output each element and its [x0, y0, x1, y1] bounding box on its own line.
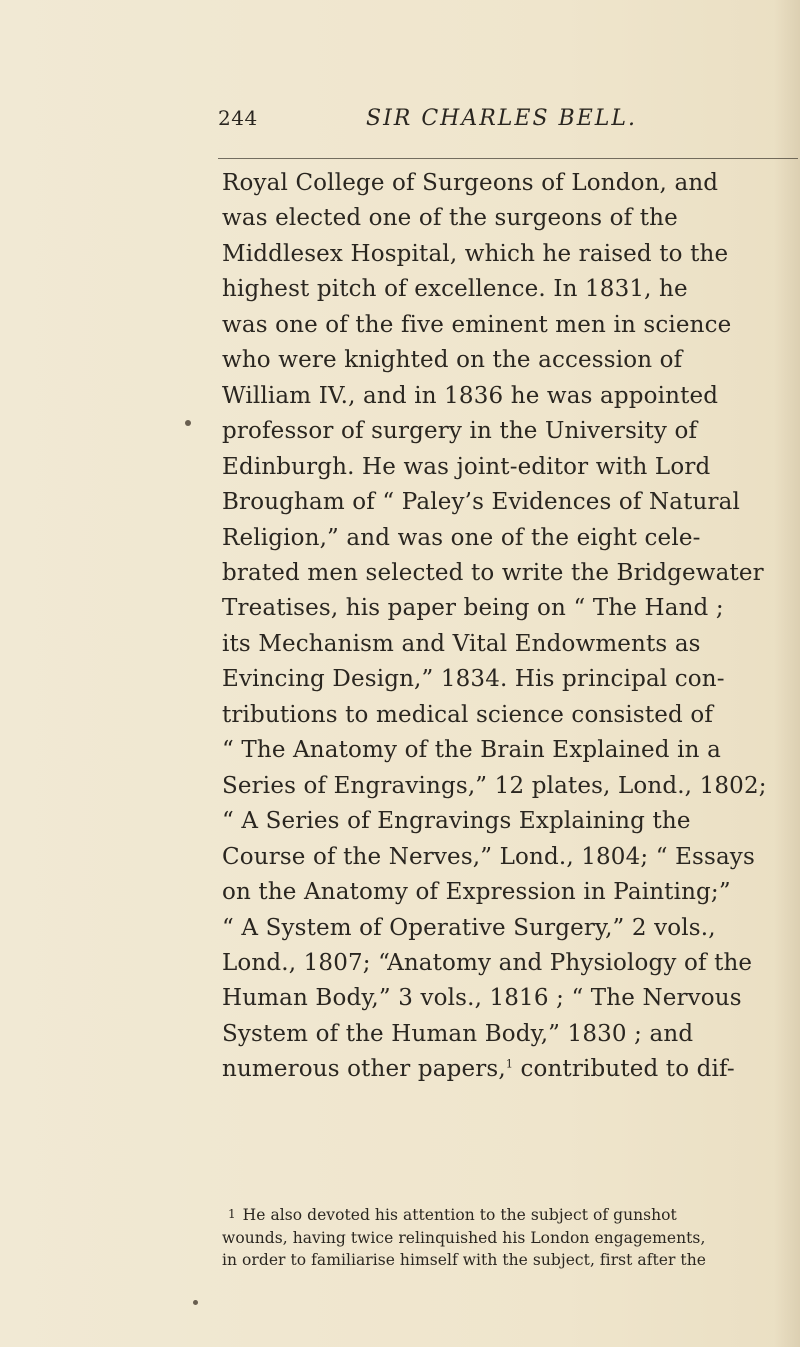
text-line-with-note-ref: [222, 1052, 790, 1087]
paper-speck: [193, 1300, 198, 1305]
text-line: Royal College of Surgeons of London, and: [222, 170, 719, 196]
text-line: “ The Anatomy of the Brain Explained in a: [222, 737, 721, 764]
text-line: Series of Engravings,” 12 plates, Lond., 1802;: [222, 772, 767, 799]
text-line: System of the Human Body,” 1830 ; and: [222, 1020, 694, 1047]
text-line: professor of surgery in the University of: [222, 418, 698, 445]
text-line: was one of the five eminent men in science: [222, 311, 732, 338]
footnote-line: in order to familiarise himself with the subject, first after the: [222, 1251, 706, 1269]
text-line: Lond., 1807; “Anatomy and Physiology of the: [222, 949, 753, 976]
page-header: [218, 106, 798, 146]
text-line: “ A System of Operative Surgery,” 2 vols.,: [222, 914, 716, 941]
footnote-block: [222, 1204, 790, 1271]
text-line: Evincing Design,” 1834. His principal con-: [222, 666, 725, 693]
text-line: highest pitch of excellence. In 1831, he: [222, 276, 688, 303]
footnote-line: wounds, having twice relinquished his London engagements,: [222, 1229, 706, 1247]
text-line: Brougham of “ Paley’s Evidences of Natural: [222, 489, 741, 516]
text-line: Treatises, his paper being on “ The Hand ;: [222, 595, 724, 622]
text-line: William IV., and in 1836 he was appointed: [222, 382, 719, 409]
text-line: Course of the Nerves,” Lond., 1804; “ Essays: [222, 843, 755, 870]
text-line: Middlesex Hospital, which he raised to the: [222, 240, 729, 267]
text-line: Human Body,” 3 vols., 1816 ; “ The Nervous: [222, 985, 742, 1012]
text-line: who were knighted on the accession of: [222, 347, 683, 374]
footnote-marker: 1: [228, 1207, 236, 1221]
footnote-reference[interactable]: 1: [505, 1057, 513, 1071]
text-line: its Mechanism and Vital Endowments as: [222, 630, 701, 657]
main-text: [222, 166, 790, 1088]
text-line: Religion,” and was one of the eight cele-: [222, 524, 701, 551]
text-line: “ A Series of Engravings Explaining the: [222, 808, 691, 835]
text-line: Edinburgh. He was joint-editor with Lord: [222, 453, 711, 480]
paper-speck: [185, 420, 191, 426]
footnote-text: He also devoted his attention to the subject of gunshot: [242, 1206, 677, 1224]
page-number: 244: [218, 106, 258, 130]
text-line: brated men selected to write the Bridgewater: [222, 559, 764, 586]
text-line: on the Anatomy of Expression in Painting;”: [222, 879, 731, 906]
running-head: SIR CHARLES BELL.: [366, 106, 637, 131]
header-rule: [218, 158, 798, 159]
text-segment: contributed to dif-: [512, 1056, 735, 1083]
text-segment: numerous other papers,: [222, 1056, 506, 1083]
footnote-line: [222, 1204, 790, 1227]
text-line: was elected one of the surgeons of the: [222, 205, 678, 232]
text-line: tributions to medical science consisted of: [222, 701, 713, 728]
